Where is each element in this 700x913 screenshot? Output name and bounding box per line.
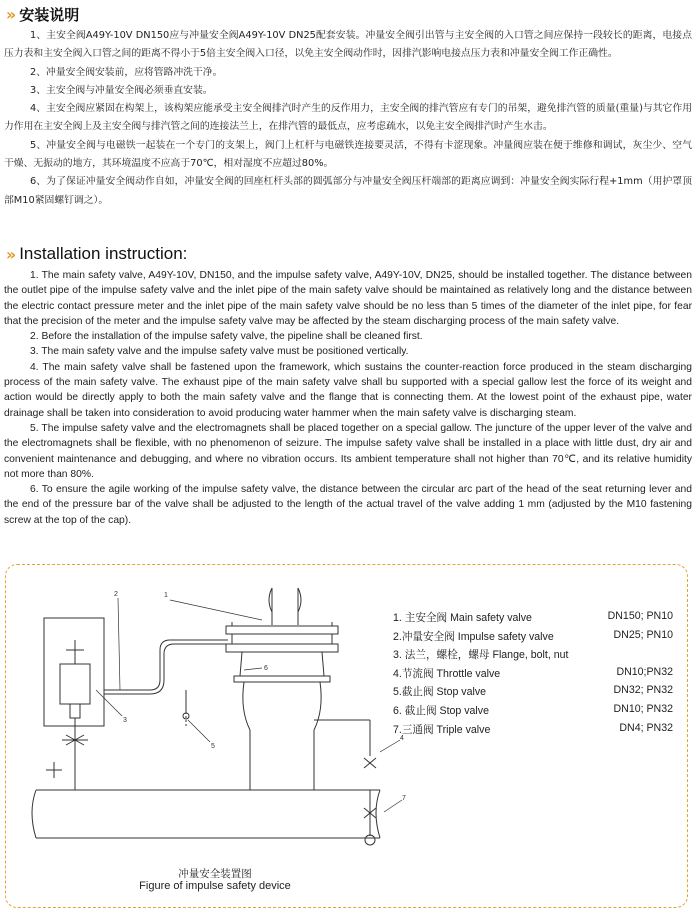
legend-name: 5.截止阀 Stop valve bbox=[393, 686, 487, 699]
zh-item: 6、为了保证冲量安全阀动作自如，冲量安全阀的回座杠杆头部的圆弧部分与冲量安全阀压杆端部的距离应调到：冲量安全阀实际行程+1mm（用护罩顶部M10紧固螺钉调之）。 bbox=[4, 176, 692, 206]
callout-number: 1 bbox=[164, 592, 168, 599]
legend-item bbox=[393, 684, 673, 703]
legend-item bbox=[393, 722, 673, 741]
zh-item: 3、主安全阀与冲量安全阀必须垂直安装。 bbox=[30, 84, 213, 96]
zh-item: 1、主安全阀A49Y-10V DN150应与冲量安全阀A49Y-10V DN25配套安装。冲量安全阀引出管与主安全阀的入口管之间应保持一段较长的距离，电接点压力表和主安全阀入口管之间的距离不得小于5倍主安全阀入口径，以免主安全阀动作时，因排汽影响电接点压力表和冲量安全阀工作正确性。 bbox=[4, 30, 692, 60]
main-steam-pipe bbox=[32, 790, 380, 838]
impulse-valve-housing bbox=[44, 618, 104, 790]
callout-number: 7 bbox=[402, 795, 406, 802]
legend-name: 6. 截止阀 Stop valve bbox=[393, 704, 489, 717]
legend-name: 3. 法兰，螺栓，螺母 Flange, bolt, nut bbox=[393, 649, 569, 662]
callout-number: 4 bbox=[400, 735, 404, 742]
legend-spec: DN4; PN32 bbox=[619, 721, 673, 734]
legend-item bbox=[393, 703, 673, 722]
legend-name: 1. 主安全阀 Main safety valve bbox=[393, 612, 532, 624]
callout-number: 3 bbox=[123, 717, 127, 724]
zh-item: 5、冲量安全阀与电磁铁一起装在一个专门的支架上，阀门上杠杆与电磁铁连接要灵活，不得有卡涩现象。冲量阀应装在便于维修和调试，灰尘少、空气干燥、无振动的地方，其环境温度不应高于70℃，相对湿度不应超过80%。 bbox=[4, 139, 692, 170]
legend-item bbox=[393, 610, 673, 629]
figure-caption-zh: 冲量安全装置图 bbox=[178, 868, 252, 880]
en-item: 6. To ensure the agile working of the impulse safety valve, the distance between the circular arc part of the head of the seat returning lever and the end of the pressure bar of the valve shall be adjusted to the length of the actual travel of the valve adding 1 mm (adjusted by the M10 fastening screw at the top of the cap). bbox=[4, 484, 692, 526]
zh-item: 2、冲量安全阀安装前，应将管路冲洗干净。 bbox=[30, 66, 223, 78]
en-item: 2. Before the installation of the impulse safety valve, the pipeline shall be cleaned first. bbox=[30, 331, 423, 343]
en-item: 5. The impulse safety valve and the electromagnets shall be placed together on a special gallow. The juncture of the upper lever of the valve and the electromagnets shall be flexible, with no phenomenon of seizure. The impulse safety valve shall be installed in a place with little dust, dry air and convenient maintenance and debugging, and where no vibration occurs. Its ambient temperature shall not higher than 70℃, and its relative humidity not more than 80%. bbox=[4, 422, 692, 480]
legend-name: 4.节流阀 Throttle valve bbox=[393, 667, 501, 680]
callout-leaders bbox=[96, 598, 402, 812]
legend-spec: DN10;PN32 bbox=[616, 665, 673, 678]
en-item: 4. The main safety valve shall be fastened upon the framework, which sustains the counter-reaction force produced in the steam discharging process of the main safety valve. The exhaust pipe of the main safety valve shall bu supported with a special gallow lest the force of its weight and action would be directly apply to both the main safety valve and the flange that is connecting them. At the lowest point of the exhaust pipe, water drainage shall be taken into consideration to avoid producing water hammer when the main safety valve is discharging steam. bbox=[4, 361, 692, 419]
legend-item bbox=[393, 666, 673, 685]
legend-name: 2.冲量安全阀 Impulse safety valve bbox=[393, 630, 554, 643]
main-safety-valve bbox=[226, 588, 338, 790]
legend-spec: DN32; PN32 bbox=[613, 684, 673, 697]
legend-item bbox=[393, 647, 673, 666]
en-item: 1. The main safety valve, A49Y-10V, DN150, and the impulse safety valve, A49Y-10V, DN25, should be installed together. The distance between the outlet pipe of the impulse safety valve and the inlet pipe of the main safety valve should be maintained as relatively long and the distance between the electric contact pressure meter and the inlet pipe of the main safety valve should be no less than 5 times of the diameter of the inlet pipe, for fear that the precision of the meter and the impulse safety valve may be affected by the steam discharging process of the main safety valve. bbox=[4, 270, 692, 327]
legend-spec: DN25; PN10 bbox=[613, 628, 673, 641]
callout-number: 5 bbox=[211, 743, 215, 750]
chevron-right-icon: ›› bbox=[6, 5, 14, 24]
figure-caption-en: Figure of impulse safety device bbox=[139, 880, 291, 892]
zh-section-title: 安装说明 bbox=[19, 6, 80, 24]
instrument-line bbox=[314, 720, 376, 845]
callout-number: 6 bbox=[264, 665, 268, 672]
figure-legend bbox=[393, 610, 673, 740]
zh-item: 4、主安全阀应紧固在构架上，该构架应能承受主安全阀排汽时产生的反作用力，主安全阀的排汽管应有专门的吊架，避免排汽管的质量(重量)与其它作用力作用在主安全阀上及主安全阀与排汽管之间的连接法兰上，在排汽管的最低点，应考虑疏水，以免主安全阀排汽时产生水击。 bbox=[4, 103, 692, 133]
legend-name: 7.三通阀 Triple valve bbox=[393, 723, 491, 736]
legend-spec: DN150; PN10 bbox=[607, 610, 673, 622]
legend-spec: DN10; PN32 bbox=[613, 702, 673, 715]
impulse-piping bbox=[104, 640, 228, 726]
chevron-right-icon: ›› bbox=[6, 244, 14, 264]
callout-number: 2 bbox=[114, 591, 118, 598]
en-item: 3. The main safety valve and the impulse safety valve must be positioned vertically. bbox=[30, 346, 409, 358]
en-section-title: Installation instruction: bbox=[19, 244, 188, 263]
legend-item bbox=[393, 629, 673, 648]
